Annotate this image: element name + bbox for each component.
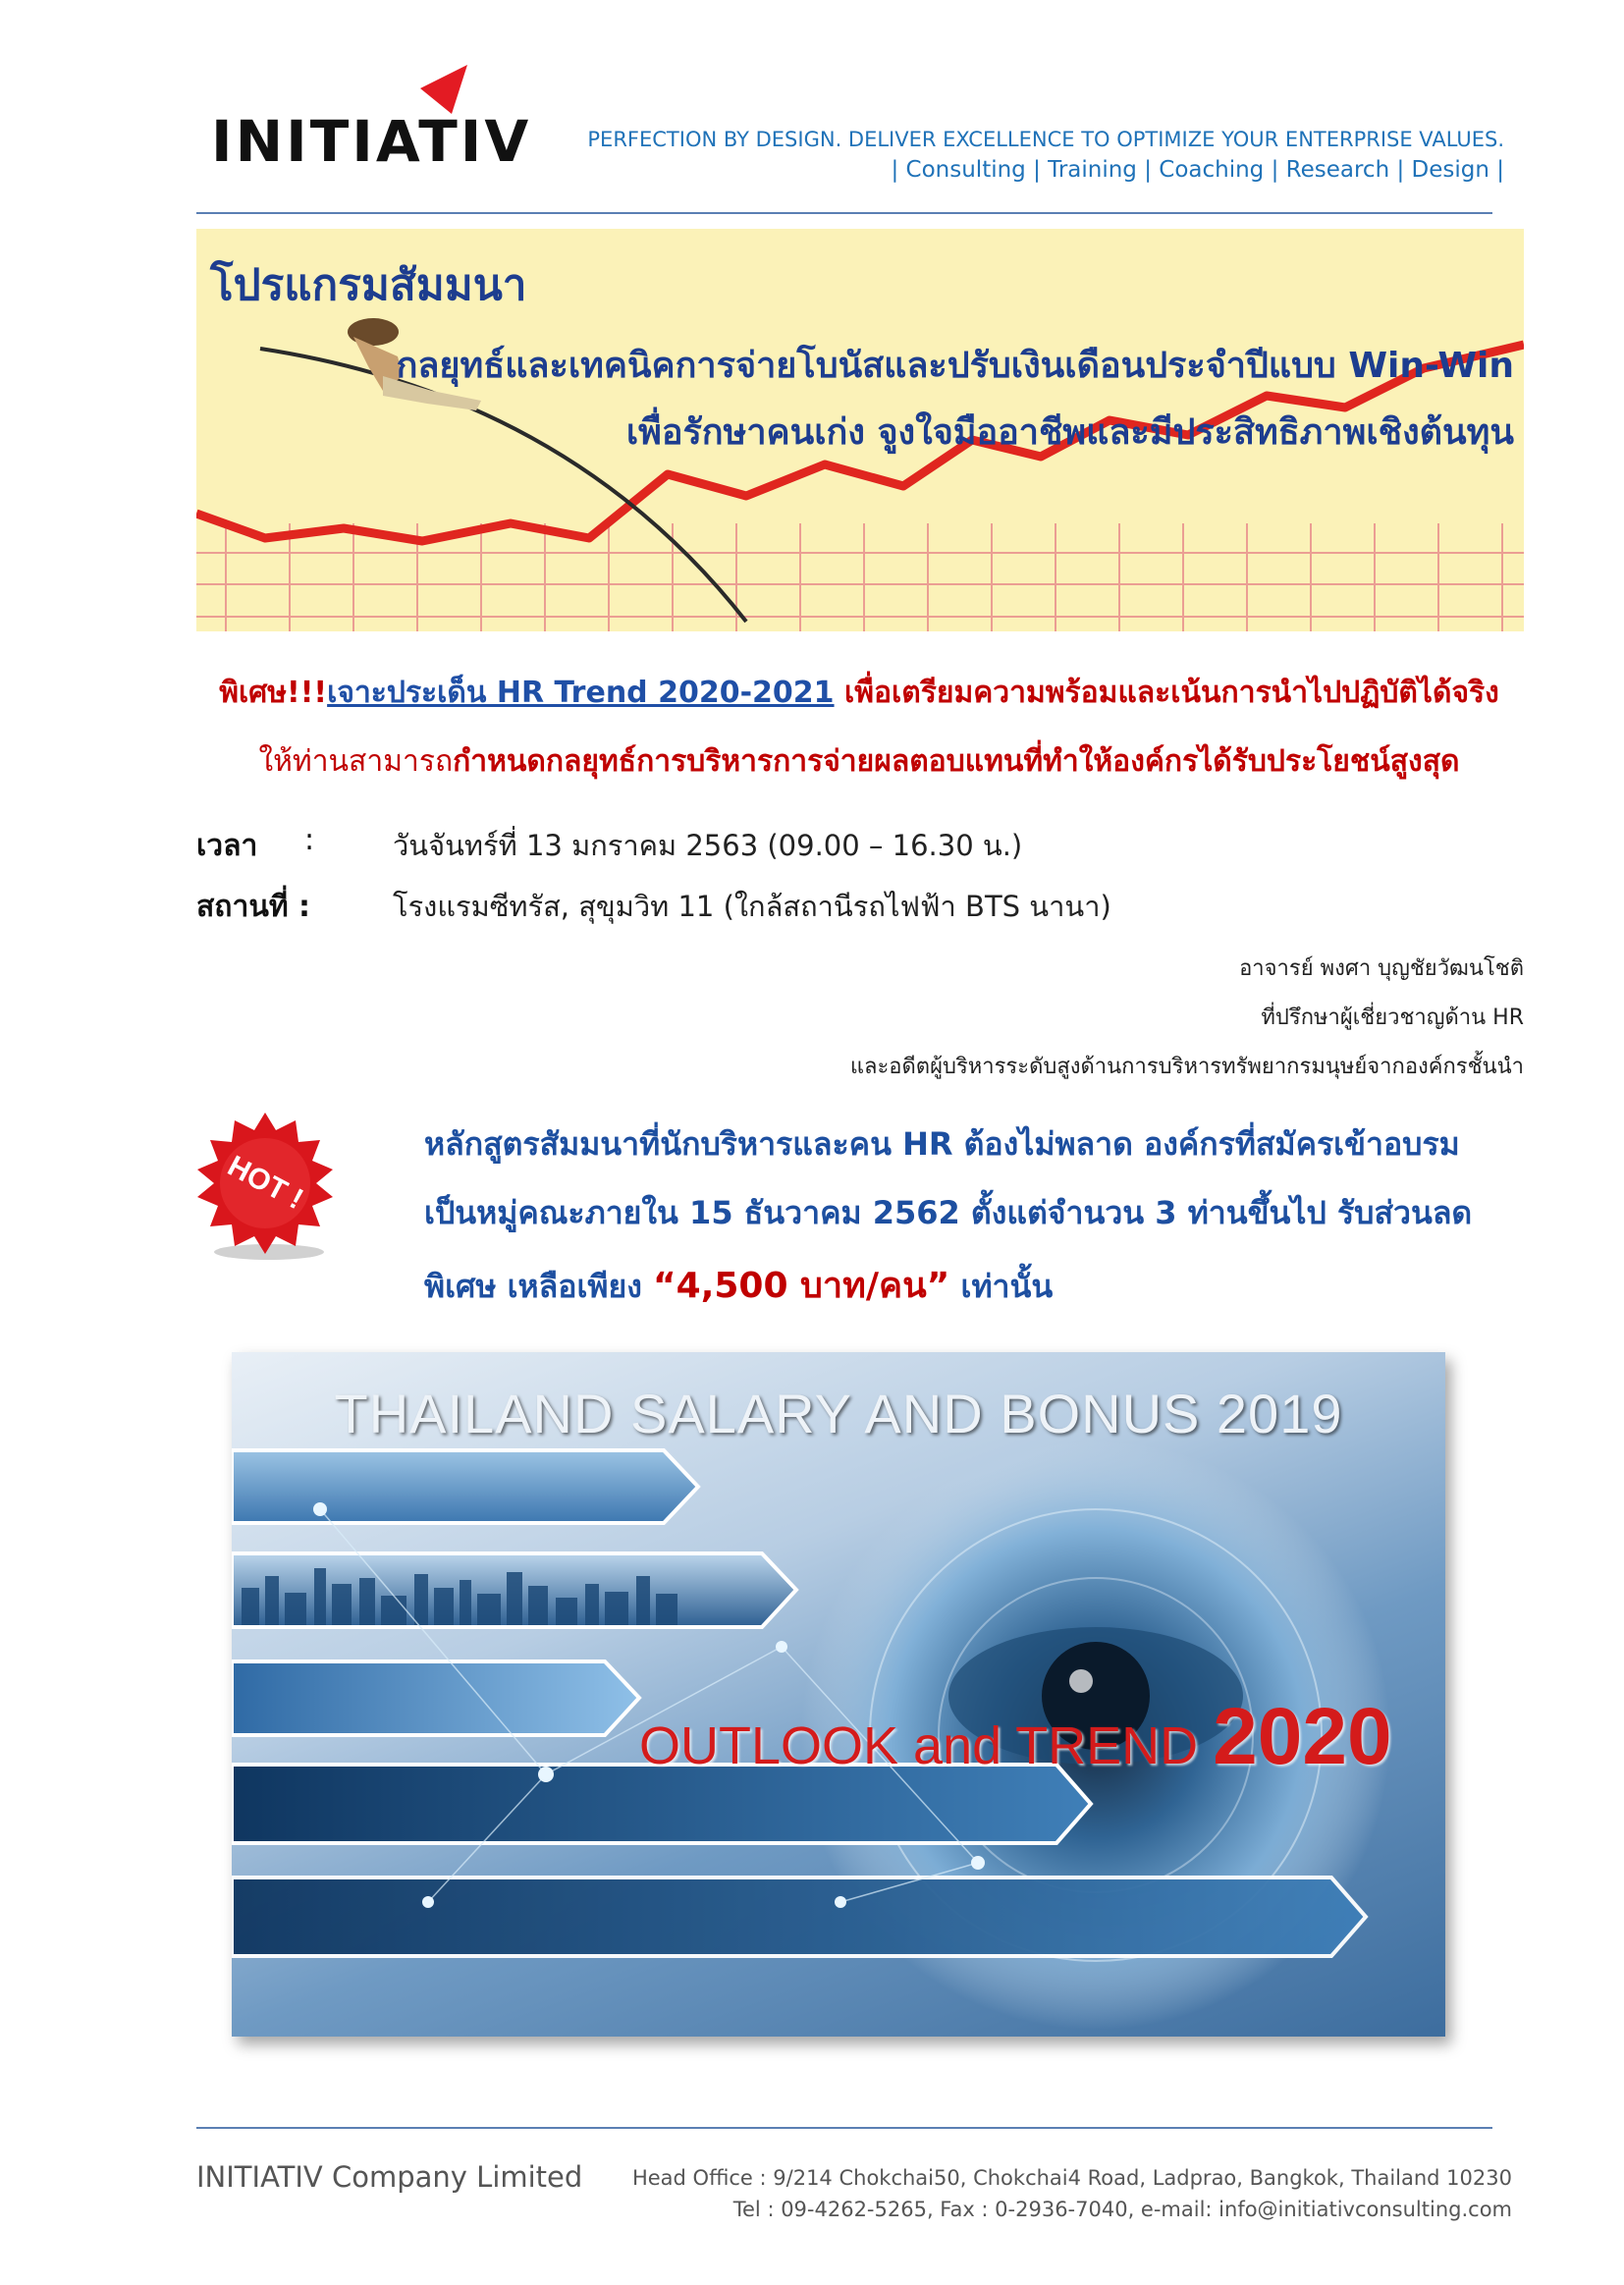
promo-line-1: หลักสูตรสัมมนาที่นักบริหารและคน HR ต้องไม่พลาด องค์กรที่สมัครเข้าอบรม [424, 1125, 1460, 1163]
salary-bonus-banner [232, 1352, 1445, 2037]
banner-title: โปรแกรมสัมมนา [210, 260, 527, 310]
place-label: สถานที่ : [196, 890, 311, 924]
speaker-role: ที่ปรึกษาผู้เชี่ยวชาญด้าน HR [1261, 1006, 1524, 1030]
special-line2-a: ให้ท่านสามารถ [258, 744, 454, 779]
banner-headline-1: กลยุทธ์และเทคนิคการจ่ายโบนัสและปรับเงินเดือนประจำปีแบบ Win-Win [396, 346, 1514, 386]
time-label: เวลา [196, 829, 258, 863]
speaker-bio: และอดีตผู้บริหารระดับสูงด้านการบริหารทรัพยากรมนุษย์จากองค์กรชั้นนำ [849, 1055, 1524, 1079]
special-suffix: เพื่อเตรียมความพร้อมและเน้นการนำไปปฏิบัติได้จริง [834, 676, 1499, 710]
special-highlight-2 [196, 738, 1522, 785]
time-value: วันจันทร์ที่ 13 มกราคม 2563 (09.00 – 16.30 น.) [393, 829, 1023, 862]
hr-trend-link[interactable]: เจาะประเด็น HR Trend 2020-2021 [327, 676, 835, 710]
footer-divider [196, 2127, 1492, 2129]
footer-company: INITIATIV Company Limited [196, 2160, 583, 2194]
footer-address: Head Office : 9/214 Chokchai50, Chokchai4 Road, Ladprao, Bangkok, Thailand 10230 [631, 2166, 1512, 2190]
promo-line-3 [424, 1257, 1053, 1313]
banner-headline-2: เพื่อรักษาคนเก่ง จูงใจมืออาชีพและมีประสิทธิภาพเชิงต้นทุน [625, 412, 1514, 453]
promo-line-2: เป็นหมู่คณะภายใน 15 ธันวาคม 2562 ตั้งแต่จำนวน 3 ท่านขึ้นไป รับส่วนลด [424, 1194, 1473, 1231]
footer-contact: Tel : 09-4262-5265, Fax : 0-2936-7040, e-mail: info@initiativconsulting.com [732, 2198, 1512, 2221]
outlook-year: 2020 [1213, 1692, 1392, 1781]
special-line2-b: กำหนดกลยุทธ์การบริหารการจ่ายผลตอบแทนที่ทำให้องค์กรได้รับประโยชน์สูงสุด [453, 744, 1460, 779]
speaker-name: อาจารย์ พงศา บุญชัยวัฒนโชติ [1239, 956, 1524, 981]
company-logo: INITIATIV [211, 108, 532, 175]
header-divider [196, 212, 1492, 214]
salary-bonus-title: THAILAND SALARY AND BONUS 2019 [334, 1383, 1343, 1444]
services-nav: | Consulting | Training | Coaching | Research | Design | [891, 157, 1504, 183]
promo-price: “4,500 บาท/คน” [652, 1266, 950, 1306]
hot-label: HOT ! [222, 1149, 309, 1217]
special-highlight-1 [196, 670, 1522, 716]
promo-line3-a: พิเศษ เหลือเพียง [424, 1268, 653, 1305]
hot-badge [187, 1105, 344, 1262]
seminar-banner [196, 229, 1524, 631]
outlook-trend-heading [639, 1691, 1392, 1783]
special-prefix: พิเศษ!!! [219, 676, 328, 710]
promo-line3-b: เท่านั้น [949, 1268, 1054, 1305]
outlook-text: OUTLOOK and TREND [639, 1716, 1214, 1775]
logo-triangle-icon [412, 61, 471, 120]
place-value: โรงแรมซีทรัส, สุขุมวิท 11 (ใกล้สถานีรถไฟฟ้า BTS นานา) [393, 890, 1111, 923]
time-colon: : [304, 823, 315, 857]
tagline: PERFECTION BY DESIGN. DELIVER EXCELLENCE TO OPTIMIZE YOUR ENTERPRISE VALUES. [587, 128, 1504, 151]
